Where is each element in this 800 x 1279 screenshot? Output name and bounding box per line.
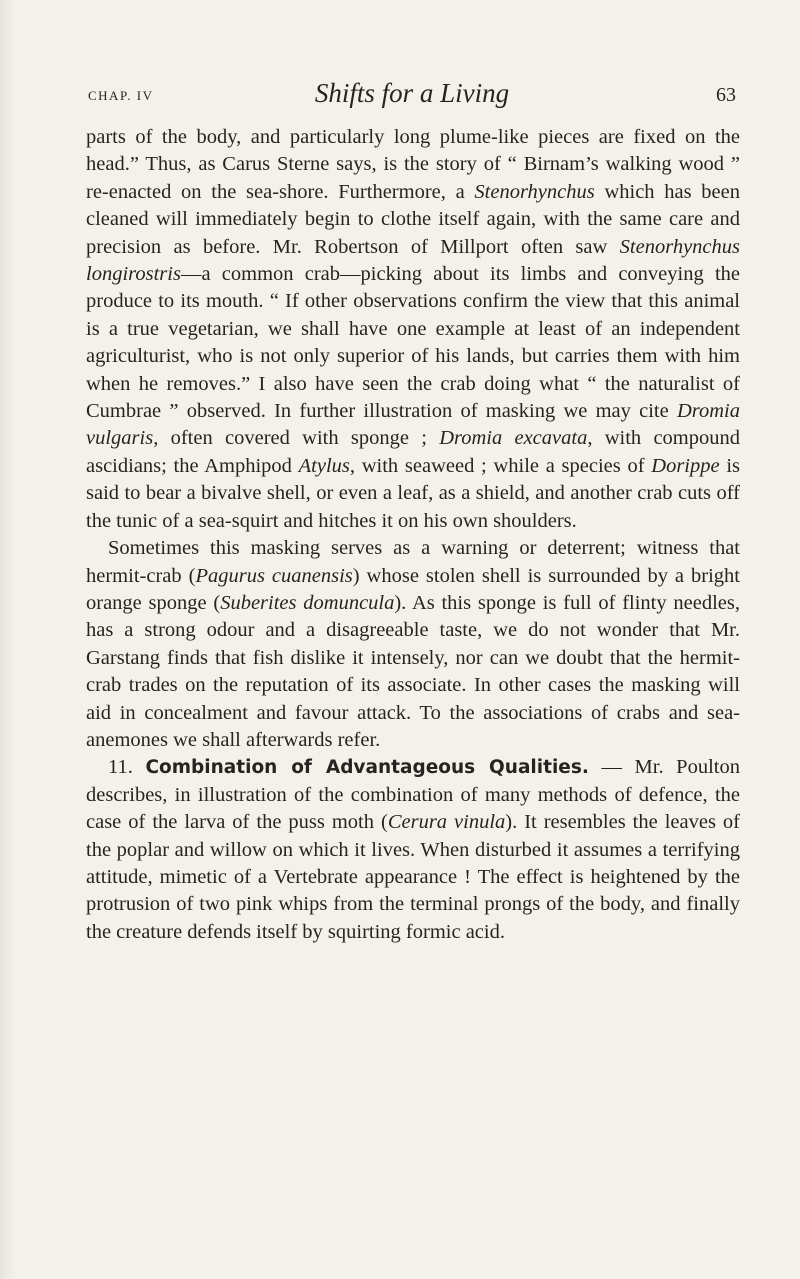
text-run: Sometimes this masking serves as a warning or deterrent; witness that hermit-crab ( bbox=[86, 537, 740, 587]
italic-term: Dorippe bbox=[651, 454, 720, 477]
italic-term: Suberites domuncula bbox=[220, 591, 395, 614]
text-run: ). It resembles the leaves of the poplar and willow on which it lives. When disturbed it assumes a terrifying attitude, mimetic of a Vertebrate appearance ! The effect is heightened by the protrusion of two pink whips from the terminal prongs of the body, and finally the creature defends itself by squirting formic acid. bbox=[86, 811, 740, 943]
text-run: — Mr. Poulton describes, in illustration of the combination of many methods of defence, the case of the larva of the puss moth ( bbox=[86, 756, 740, 834]
text-run: ) whose stolen shell is surrounded by a bright orange sponge ( bbox=[86, 564, 740, 614]
text-run: , with seaweed ; while a species of bbox=[349, 454, 652, 477]
italic-term: Stenorhynchus bbox=[474, 180, 595, 203]
text-run: , often covered with sponge ; bbox=[153, 427, 440, 450]
running-title: Shifts for a Living bbox=[314, 78, 510, 108]
italic-term: Atylus bbox=[298, 454, 350, 477]
italic-term: Stenorhynchus longirostris bbox=[86, 235, 740, 286]
paragraph bbox=[86, 535, 740, 754]
italic-term: Pagurus cuanensis bbox=[195, 564, 353, 587]
page-edge-shadow bbox=[0, 0, 14, 1279]
text-run: , with compound ascidians; the Amphipod bbox=[86, 427, 740, 477]
page-header bbox=[88, 78, 736, 112]
italic-term: Cerura vinula bbox=[387, 811, 506, 834]
text-run: which has been cleaned will immediately begin to clothe itself again, with the same care and precision as before. Mr. Robertson of Millport often saw bbox=[86, 180, 740, 258]
paragraph bbox=[86, 754, 740, 946]
body-text bbox=[86, 124, 740, 946]
paragraph bbox=[86, 124, 740, 535]
page-number: 63 bbox=[716, 84, 736, 106]
chapter-label: CHAP. IV bbox=[88, 88, 154, 103]
italic-term: Dromia excavata bbox=[439, 427, 588, 450]
text-run: 11. bbox=[108, 756, 146, 779]
text-run: ). As this sponge is full of flinty needles, has a strong odour and a disagreeable taste, we do not wonder that Mr. Garstang finds that fish dislike it intensely, nor can we doubt that the hermit-crab trades on the reputation of its associate. In other cases the masking will aid in concealment and favour attack. To the associations of crabs and sea-anemones we shall afterwards refer. bbox=[86, 591, 740, 751]
text-run: parts of the body, and particularly long plume-like pieces are fixed on the head.” Thus, as Carus Sterne says, is the story of “ Birnam’s walking wood ” re-enacted on the sea-shore. Furthermore, a bbox=[86, 126, 740, 203]
section-heading: Combination of Advantageous Qualities. bbox=[145, 757, 589, 779]
italic-term: Dromia vulgaris bbox=[86, 400, 740, 450]
text-run: —a common crab—picking about its limbs and conveying the produce to its mouth. “ If other observations confirm the view that this animal is a true vegetarian, we shall have one example at least of an independent agriculturist, who is not only superior of his lands, but carries them with him when he removes.” I also have seen the crab doing what “ the naturalist of Cumbrae ” observed. In further illustration of masking we may cite bbox=[86, 263, 740, 423]
text-run: is said to bear a bivalve shell, or even a leaf, as a shield, and another crab cuts off the tunic of a sea-squirt and hitches it on his own shoulders. bbox=[86, 454, 740, 532]
